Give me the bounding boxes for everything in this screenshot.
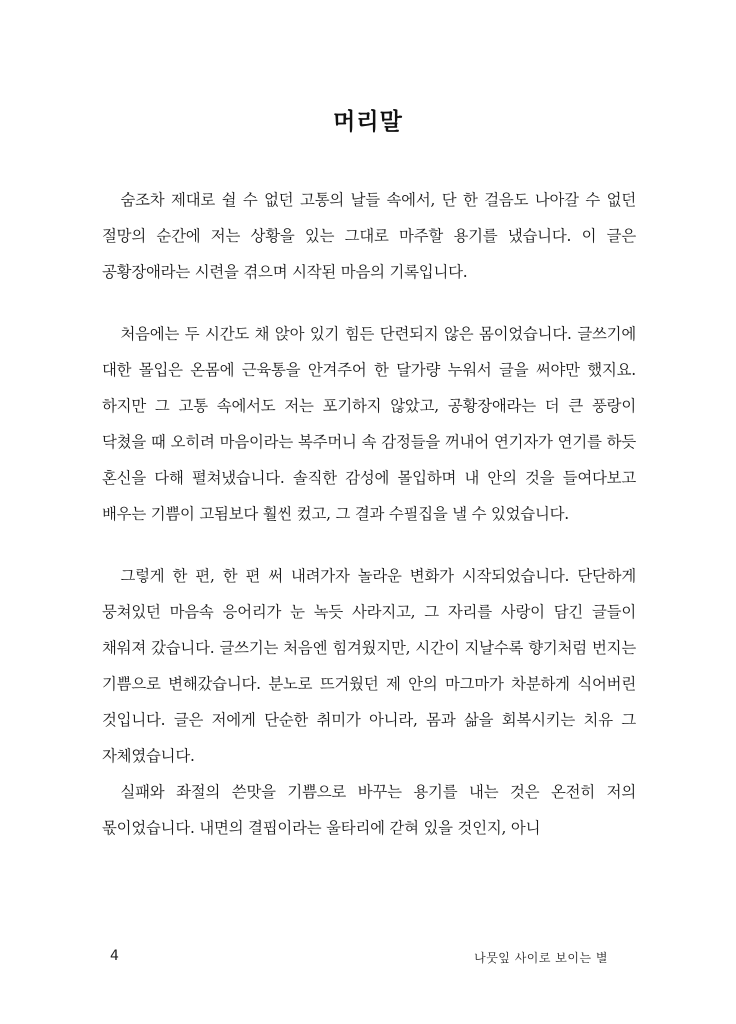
paragraph: 숨조차 제대로 쉴 수 없던 고통의 날들 속에서, 단 한 걸음도 나아갈 수 없던 절망의 순간에 저는 상황을 있는 그대로 마주할 용기를 냈습니다. 이 글은 공황장애라는 시련을 겪으며 시작된 마음의 기록입니다. — [102, 191, 636, 281]
paragraph: 그렇게 한 편, 한 편 써 내려가자 놀라운 변화가 시작되었습니다. 단단하게 뭉쳐있던 마음속 응어리가 눈 녹듯 사라지고, 그 자리를 사랑이 담긴 글들이 채워져 갔습니다. 글쓰기는 처음엔 힘겨웠지만, 시간이 지날수록 향기처럼 번지는 기쁨으로 변해갔습니다. 분노로 뜨거웠던 제 안의 마그마가 차분하게 식어버린 것입니다. 글은 저에게 단순한 취미가 아니라, 몸과 삶을 회복시키는 치유 그 자체였습니다. — [102, 567, 636, 765]
paragraph: 처음에는 두 시간도 채 앉아 있기 힘든 단련되지 않은 몸이었습니다. 글쓰기에 대한 몰입은 온몸에 근육통을 안겨주어 한 달가량 누워서 글을 써야만 했지요. 하지만 그 고통 속에서도 저는 포기하지 않았고, 공황장애라는 더 큰 풍랑이 닥쳤을 때 오히려 마음이라는 복주머니 속 감정들을 꺼내어 연기자가 연기를 하듯 혼신을 다해 펼쳐냈습니다. 솔직한 감성에 몰입하며 내 안의 것을 들여다보고 배우는 기쁨이 고됨보다 훨씬 컸고, 그 결과 수필집을 낼 수 있었습니다. — [102, 325, 636, 523]
preface-body — [102, 182, 636, 846]
paragraph: 실패와 좌절의 쓴맛을 기쁨으로 바꾸는 용기를 내는 것은 온전히 저의 몫이었습니다. 내면의 결핍이라는 울타리에 갇혀 있을 것인지, 아니 — [102, 783, 636, 837]
running-book-title: 나뭇잎 사이로 보이는 별 — [474, 951, 608, 965]
page-number: 4 — [110, 948, 119, 964]
page-title: 머리말 — [333, 109, 403, 135]
